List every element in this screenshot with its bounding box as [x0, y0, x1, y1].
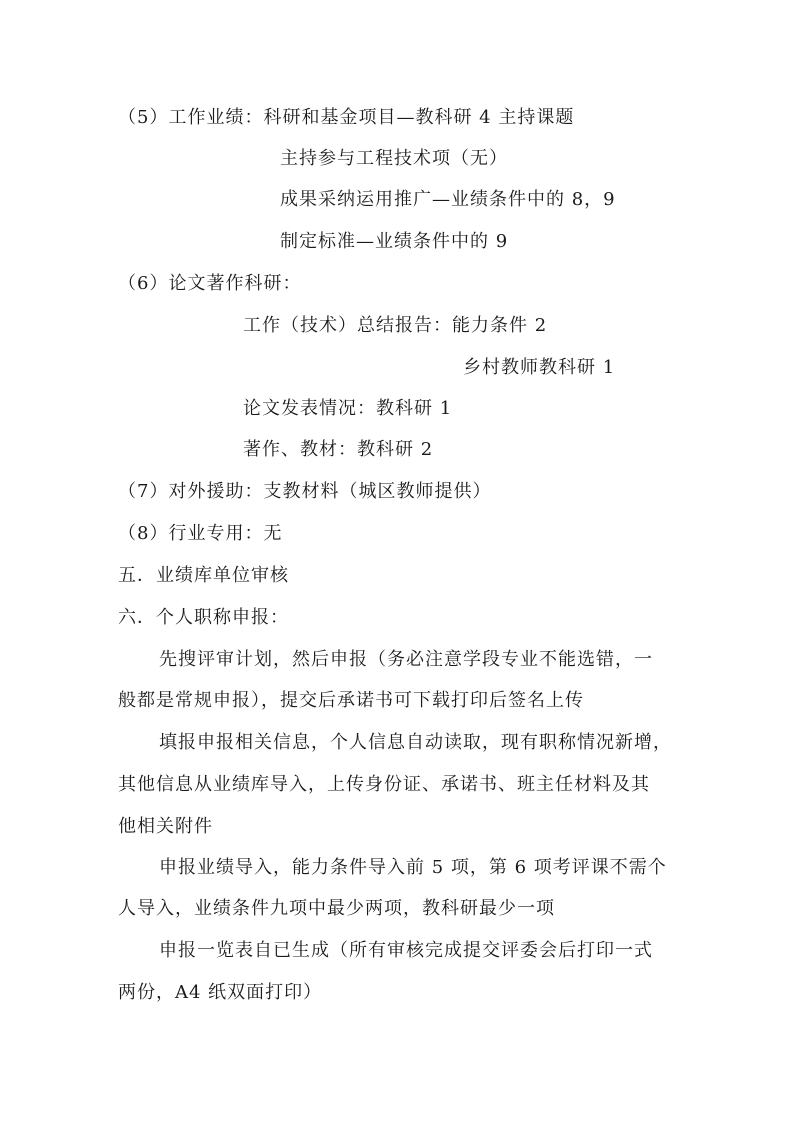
- text-line: 申报业绩导入，能力条件导入前 5 项，第 6 项考评课不需个: [159, 857, 667, 878]
- text-line: 制定标准—业绩条件中的 9: [280, 231, 509, 252]
- text-line: 乡村教师教科研 1: [463, 357, 616, 378]
- text-line: 两份，A4 纸双面打印）: [118, 982, 323, 1003]
- text-line: 先搜评审计划，然后申报（务必注意学段专业不能选错，一: [159, 649, 653, 670]
- section-heading: 六．个人职称申报：: [118, 607, 289, 628]
- text-line: 申报一览表自已生成（所有审核完成提交评委会后打印一式: [159, 940, 653, 961]
- text-line: （8）行业专用：无: [118, 523, 283, 544]
- text-line: 人导入，业绩条件九项中最少两项，教科研最少一项: [118, 898, 555, 919]
- text-line: 成果采纳运用推广—业绩条件中的 8，9: [280, 189, 616, 210]
- text-line: 般都是常规申报），提交后承诺书可下载打印后签名上传: [118, 690, 584, 711]
- text-line: 其他信息从业绩库导入，上传身份证、承诺书、班主任材料及其: [118, 774, 650, 795]
- text-line: 论文发表情况：教科研 1: [243, 398, 453, 419]
- text-line: 著作、教材：教科研 2: [243, 439, 434, 460]
- text-line: 他相关附件: [118, 816, 213, 837]
- text-line: （7）对外援助：支教材料（城区教师提供）: [118, 481, 492, 502]
- text-line: （6）论文著作科研：: [118, 273, 302, 294]
- text-line: 主持参与工程技术项（无）: [280, 148, 508, 169]
- text-line: （5）工作业绩：科研和基金项目—教科研 4 主持课题: [118, 107, 575, 128]
- text-line: 填报申报相关信息，个人信息自动读取，现有职称情况新增，: [159, 732, 672, 753]
- section-heading: 五．业绩库单位审核: [118, 565, 289, 586]
- text-line: 工作（技术）总结报告：能力条件 2: [243, 315, 548, 336]
